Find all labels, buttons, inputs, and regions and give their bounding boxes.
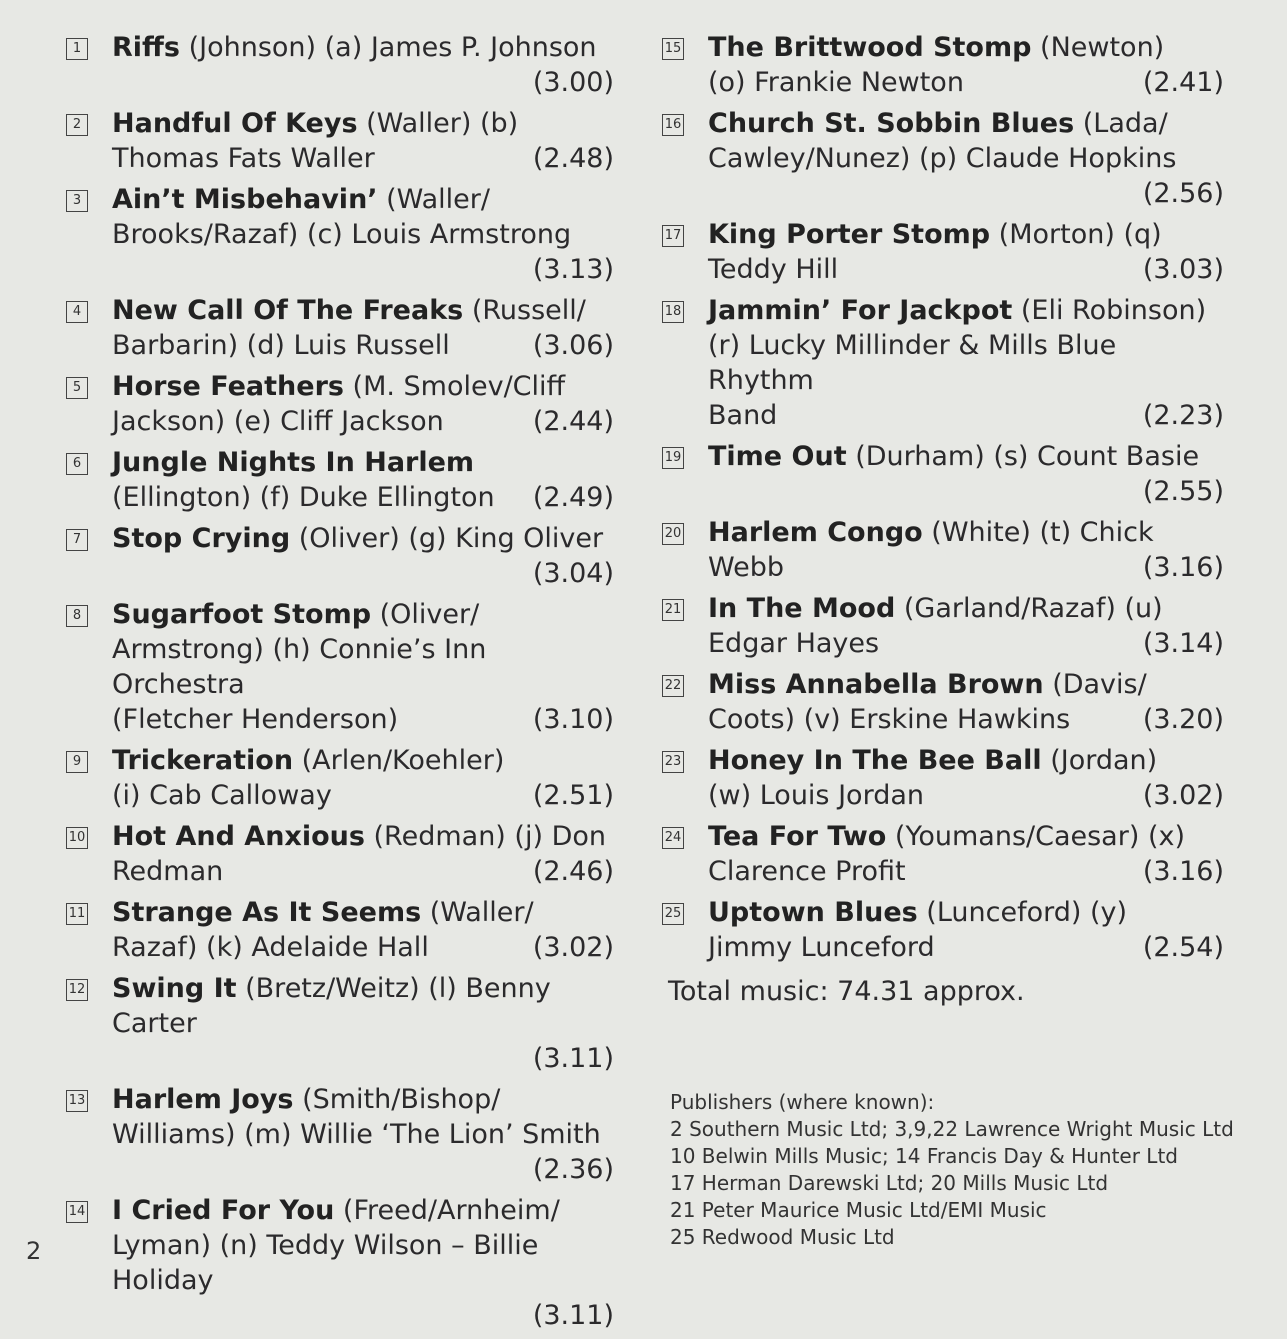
track-credit-text: (Morton) (q) [990,219,1162,250]
track-credit-text: Armstrong) (h) Connie’s Inn Orchestra [112,634,487,700]
track-line [112,30,614,65]
track-17 [662,217,1224,287]
track-credit-text: (Oliver) (g) King Oliver [290,523,604,554]
track-title: Strange As It Seems [112,897,422,928]
track-line [708,106,1224,141]
track-7 [66,521,614,591]
track-line [708,141,1224,176]
track-line [112,252,614,287]
track-credit-text: (Youmans/Caesar) (x) [886,821,1185,852]
track-line [708,474,1224,509]
track-title: Harlem Joys [112,1084,294,1115]
track-title: I Cried For You [112,1195,335,1226]
track-credit-text: (Arlen/Koehler) [293,745,505,776]
track-credit-text: (Durham) (s) Count Basie [846,441,1200,472]
track-number-box: 3 [66,190,88,212]
track-line [112,778,614,813]
track-credit-text: (Russell/ [463,295,586,326]
track-number-box: 18 [662,301,684,323]
track-title: Hot And Anxious [112,821,365,852]
track-title: Sugarfoot Stomp [112,599,372,630]
track-title: Time Out [708,441,847,472]
track-line [112,854,614,889]
track-13 [66,1082,614,1187]
publisher-line: 21 Peter Maurice Music Ltd/EMI Music [670,1198,1047,1222]
track-line [708,65,1224,100]
track-list-right [662,30,1224,1009]
track-number-box: 19 [662,447,684,469]
track-duration: (3.00) [532,67,614,98]
track-line [112,445,614,480]
track-title: Jammin’ For Jackpot [708,295,1013,326]
track-credit-text: Edgar Hayes [708,628,880,659]
track-title: Trickeration [112,745,294,776]
track-number-box: 21 [662,599,684,621]
track-line [112,106,614,141]
track-duration: (3.11) [532,1043,614,1074]
track-credit-text: (Freed/Arnheim/ [334,1195,560,1226]
track-18 [662,293,1224,433]
track-number-box: 1 [66,38,88,60]
track-credit-text: Webb [708,552,785,583]
publisher-line: 17 Herman Darewski Ltd; 20 Mills Music Ltd [670,1171,1109,1195]
track-line [708,854,1224,889]
track-duration: (2.49) [532,482,614,513]
track-list-left [66,30,614,1339]
track-line [708,778,1224,813]
track-credit-text: Teddy Hill [708,254,839,285]
track-credit-text: Jackson) (e) Cliff Jackson [112,406,444,437]
track-credit-text: Brooks/Razaf) (c) Louis Armstrong [112,219,572,250]
track-line [112,1082,614,1117]
track-number-box: 6 [66,453,88,475]
track-number-box: 22 [662,675,684,697]
track-title: Uptown Blues [708,897,918,928]
track-line [708,743,1224,778]
track-title: Ain’t Misbehavin’ [112,184,378,215]
track-title: New Call Of The Freaks [112,295,464,326]
track-credit-text: (Waller) (b) [357,108,519,139]
publisher-line: 10 Belwin Mills Music; 14 Francis Day & Hunter Ltd [670,1144,1178,1168]
track-line [708,702,1224,737]
track-title: Riffs [112,32,180,63]
track-number-box: 11 [66,903,88,925]
track-credit-text: (Lada/ [1074,108,1168,139]
track-credit-text: Clarence Profit [708,856,906,887]
track-credit-text: (Newton) [1031,32,1165,63]
track-line [112,702,614,737]
track-duration: (3.10) [532,704,614,735]
track-number-box: 5 [66,377,88,399]
track-line [112,895,614,930]
track-number-box: 23 [662,751,684,773]
track-19 [662,439,1224,509]
track-title: Honey In The Bee Ball [708,745,1042,776]
track-title: Harlem Congo [708,517,923,548]
track-duration: (3.16) [1142,552,1224,583]
track-duration: (2.51) [532,780,614,811]
track-line [708,626,1224,661]
track-credit-text: Coots) (v) Erskine Hawkins [708,704,1071,735]
track-credit-text: Cawley/Nunez) (p) Claude Hopkins [708,143,1177,174]
track-line [708,30,1224,65]
track-duration: (3.13) [532,254,614,285]
track-line [112,521,614,556]
track-14 [66,1193,614,1333]
track-20 [662,515,1224,585]
track-credit-text: (Smith/Bishop/ [293,1084,501,1115]
publisher-line: 25 Redwood Music Ltd [670,1225,895,1249]
track-25 [662,895,1224,965]
track-credit-text: (Eli Robinson) [1012,295,1207,326]
publishers-heading: Publishers (where known): [670,1090,935,1114]
track-line [112,480,614,515]
track-number-box: 14 [66,1201,88,1223]
track-line [708,328,1224,398]
track-line [112,1041,614,1076]
track-duration: (2.23) [1142,400,1224,431]
track-line [112,217,614,252]
track-number-box: 10 [66,827,88,849]
track-title: Horse Feathers [112,371,344,402]
track-line [708,217,1224,252]
track-duration: (2.44) [532,406,614,437]
track-title: Tea For Two [708,821,887,852]
track-duration: (2.56) [1142,178,1224,209]
track-line [112,141,614,176]
track-duration: (3.06) [532,330,614,361]
track-number-box: 20 [662,523,684,545]
track-credit-text: (White) (t) Chick [922,517,1154,548]
track-number-box: 9 [66,751,88,773]
page-number: 2 [26,1237,42,1265]
track-9 [66,743,614,813]
track-credit-text: (Davis/ [1043,669,1147,700]
track-line [708,398,1224,433]
track-credit-text: (M. Smolev/Cliff [343,371,566,402]
track-credit-text: (w) Louis Jordan [708,780,924,811]
track-11 [66,895,614,965]
track-credit-text: (Oliver/ [371,599,480,630]
track-credit-text: Band [708,400,778,431]
track-title: Church St. Sobbin Blues [708,108,1075,139]
track-15 [662,30,1224,100]
track-credit-text: (Fletcher Henderson) [112,704,399,735]
track-line [112,1152,614,1187]
track-line [708,591,1224,626]
track-credit-text: (Jordan) [1041,745,1158,776]
track-duration: (2.55) [1142,476,1224,507]
track-number-box: 4 [66,301,88,323]
track-number-box: 15 [662,38,684,60]
track-line [708,252,1224,287]
track-24 [662,819,1224,889]
track-3 [66,182,614,287]
track-line [112,182,614,217]
track-line [112,632,614,702]
track-line [112,930,614,965]
track-credit-text: (Lunceford) (y) [917,897,1128,928]
track-duration: (3.04) [532,558,614,589]
track-credit-text: (o) Frankie Newton [708,67,964,98]
track-line [112,819,614,854]
track-duration: (3.14) [1142,628,1224,659]
track-line [112,1117,614,1152]
total-music: Total music: 74.31 approx. [668,976,1025,1007]
track-duration: (2.46) [532,856,614,887]
track-credit-text: (Bretz/Weitz) (l) Benny Carter [112,973,551,1039]
track-duration: (2.54) [1142,932,1224,963]
track-line [708,895,1224,930]
track-credit-text: Redman [112,856,224,887]
track-number-box: 24 [662,827,684,849]
track-duration: (3.02) [532,932,614,963]
track-number-box: 25 [662,903,684,925]
track-credit-text: Williams) (m) Willie ‘The Lion’ Smith [112,1119,601,1150]
track-5 [66,369,614,439]
track-line [112,1228,614,1298]
track-title: Stop Crying [112,523,291,554]
track-title: King Porter Stomp [708,219,991,250]
track-credit-text: (Johnson) (a) James P. Johnson [180,32,597,63]
track-line [708,819,1224,854]
track-16 [662,106,1224,211]
publishers-list [670,1089,1234,1251]
track-duration: (3.20) [1142,704,1224,735]
track-line [112,65,614,100]
track-duration: (2.36) [532,1154,614,1185]
track-number-box: 2 [66,114,88,136]
track-number-box: 8 [66,605,88,627]
track-21 [662,591,1224,661]
track-line [112,404,614,439]
track-duration: (3.03) [1142,254,1224,285]
track-line [112,743,614,778]
track-line [112,971,614,1041]
track-credit-text: (Redman) (j) Don [364,821,606,852]
track-line [112,328,614,363]
track-line [708,515,1224,550]
publisher-line: 2 Southern Music Ltd; 3,9,22 Lawrence Wright Music Ltd [670,1117,1234,1141]
track-credit-text: (Garland/Razaf) (u) [895,593,1163,624]
track-2 [66,106,614,176]
track-number-box: 12 [66,979,88,1001]
track-credit-text: (Ellington) (f) Duke Ellington [112,482,495,513]
track-duration: (3.02) [1142,780,1224,811]
track-credit-text: Lyman) (n) Teddy Wilson – Billie Holiday [112,1230,539,1296]
track-duration: (2.48) [532,143,614,174]
track-credit-text: Razaf) (k) Adelaide Hall [112,932,429,963]
track-credit-text: (Waller/ [377,184,490,215]
track-10 [66,819,614,889]
track-line [708,439,1224,474]
track-duration: (2.41) [1142,67,1224,98]
right-tracks [662,30,1224,965]
track-line [112,1298,614,1333]
track-line [112,293,614,328]
track-line [708,293,1224,328]
track-12 [66,971,614,1076]
track-title: Swing It [112,973,237,1004]
track-line [112,369,614,404]
track-title: Handful Of Keys [112,108,358,139]
track-title: Miss Annabella Brown [708,669,1044,700]
track-duration: (3.11) [532,1300,614,1331]
track-credit-text: (Waller/ [421,897,534,928]
track-line [708,176,1224,211]
track-23 [662,743,1224,813]
track-8 [66,597,614,737]
track-title: In The Mood [708,593,896,624]
track-number-box: 16 [662,114,684,136]
track-1 [66,30,614,100]
track-4 [66,293,614,363]
track-line [112,556,614,591]
track-duration: (3.16) [1142,856,1224,887]
track-line [708,667,1224,702]
track-credit-text: Thomas Fats Waller [112,143,375,174]
track-line [112,597,614,632]
track-number-box: 7 [66,529,88,551]
track-title: Jungle Nights In Harlem [112,447,475,478]
track-credit-text: Barbarin) (d) Luis Russell [112,330,450,361]
track-6 [66,445,614,515]
track-credit-text: (i) Cab Calloway [112,780,332,811]
track-number-box: 13 [66,1090,88,1112]
track-line [708,550,1224,585]
track-title: The Brittwood Stomp [708,32,1032,63]
track-line [112,1193,614,1228]
track-22 [662,667,1224,737]
track-line [708,930,1224,965]
track-credit-text: Jimmy Lunceford [708,932,935,963]
track-number-box: 17 [662,225,684,247]
track-credit-text: (r) Lucky Millinder & Mills Blue Rhythm [708,330,1117,396]
